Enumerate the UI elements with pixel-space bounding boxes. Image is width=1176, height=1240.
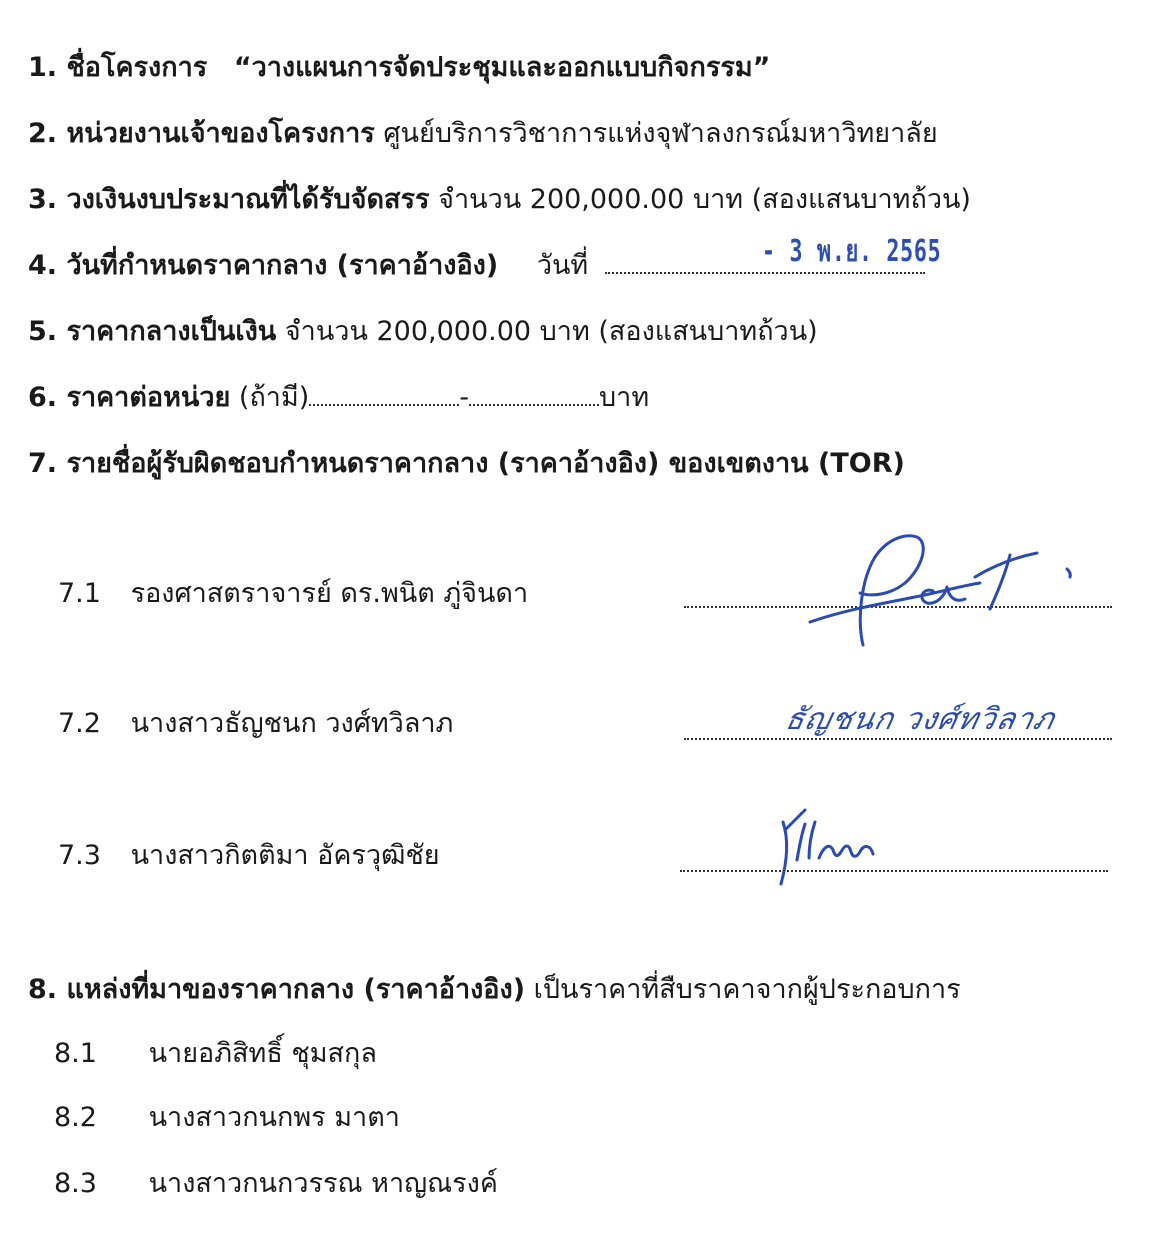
- item-6-mid: -: [459, 382, 470, 413]
- committee-1-name: รองศาสตราจารย์ ดร.พนิต ภู่จินดา: [130, 578, 529, 609]
- item-6-unit: บาท: [599, 382, 650, 413]
- item-5: [28, 312, 818, 352]
- source-1-num: 8.1: [54, 1038, 97, 1069]
- committee-member-3: [58, 836, 440, 876]
- source-3-num: 8.3: [54, 1168, 97, 1199]
- item-3: [28, 180, 971, 220]
- committee-3-name: นางสาวกิตติมา อัครวุฒิชัย: [130, 840, 440, 871]
- source-2-num: 8.2: [54, 1102, 97, 1133]
- signature-3: [775, 800, 895, 900]
- source-3-name: นางสาวกนกวรรณ หาญณรงค์: [148, 1168, 498, 1199]
- source-1: [54, 1034, 377, 1074]
- committee-3-num: 7.3: [58, 840, 101, 871]
- committee-1-num: 7.1: [58, 578, 101, 609]
- item-5-value: จำนวน 200,000.00 บาท (สองแสนบาทถ้วน): [284, 316, 818, 347]
- signature-1: [805, 525, 1105, 655]
- source-2: [54, 1098, 400, 1138]
- item-8-value: เป็นราคาที่สืบราคาจากผู้ประกอบการ: [533, 974, 961, 1005]
- item-4-date-label: วันที่: [536, 250, 589, 281]
- item-8-label: 8. แหล่งที่มาของราคากลาง (ราคาอ้างอิง): [28, 974, 526, 1005]
- signature-2: ธัญชนก วงศ์ทวิลาภ: [782, 702, 1059, 737]
- item-8: [28, 970, 961, 1010]
- source-3: [54, 1164, 498, 1204]
- item-7-label: 7. รายชื่อผู้รับผิดชอบกำหนดราคากลาง (ราคาอ้างอิง) ของเขตงาน (TOR): [28, 448, 905, 479]
- item-6-open: (ถ้ามี): [238, 382, 310, 413]
- unit-dots-1: [309, 382, 459, 406]
- item-1-value: “วางแผนการจัดประชุมและออกแบบกิจกรรม”: [233, 52, 771, 83]
- item-7: [28, 444, 905, 484]
- item-2-label: 2. หน่วยงานเจ้าของโครงการ: [28, 118, 375, 149]
- item-1-label: 1. ชื่อโครงการ: [28, 52, 208, 83]
- unit-dots-2: [469, 382, 599, 406]
- item-1: [28, 48, 770, 88]
- item-3-label: 3. วงเงินงบประมาณที่ได้รับจัดสรร: [28, 184, 430, 215]
- item-2: [28, 114, 938, 154]
- committee-member-2: [58, 704, 453, 744]
- source-2-name: นางสาวกนกพร มาตา: [148, 1102, 400, 1133]
- committee-2-num: 7.2: [58, 708, 101, 739]
- date-stamp: - 3 พ.ย. 2565: [762, 234, 942, 269]
- item-3-value: จำนวน 200,000.00 บาท (สองแสนบาทถ้วน): [438, 184, 971, 215]
- item-5-label: 5. ราคากลางเป็นเงิน: [28, 316, 277, 347]
- source-1-name: นายอภิสิทธิ์ ชุมสกุล: [148, 1038, 377, 1069]
- committee-2-name: นางสาวธัญชนก วงศ์ทวิลาภ: [130, 708, 454, 739]
- item-6-label: 6. ราคาต่อหน่วย: [28, 382, 231, 413]
- item-2-value: ศูนย์บริการวิชาการแห่งจุฬาลงกรณ์มหาวิทยาลัย: [383, 118, 938, 149]
- item-4-label: 4. วันที่กำหนดราคากลาง (ราคาอ้างอิง): [28, 250, 499, 281]
- item-6: [28, 378, 649, 418]
- committee-member-1: [58, 574, 528, 614]
